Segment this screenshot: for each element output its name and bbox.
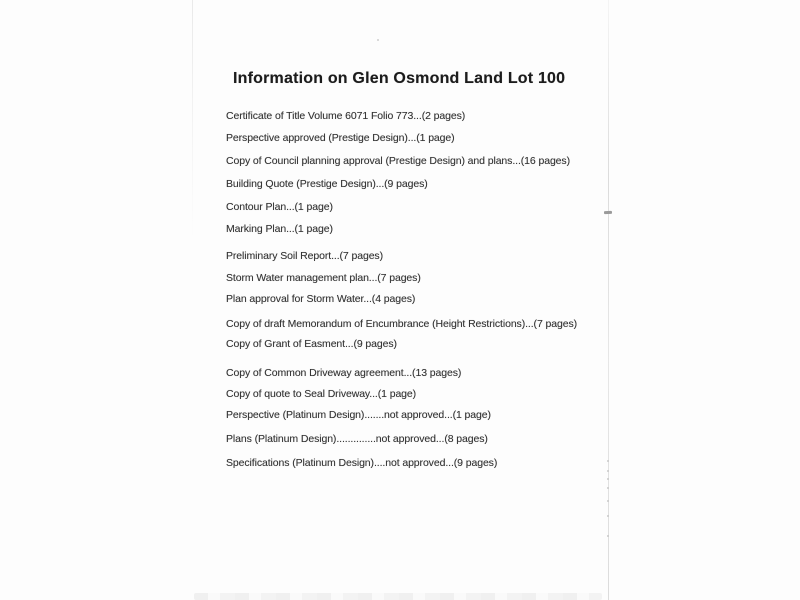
scan-edge-mark — [604, 211, 612, 214]
list-item: Perspective (Platinum Design).......not approved...(1 page) — [226, 409, 491, 421]
list-item: Preliminary Soil Report...(7 pages) — [226, 250, 383, 262]
scan-edge-dot — [607, 500, 609, 502]
list-item: Copy of Council planning approval (Prestige Design) and plans...(16 pages) — [226, 155, 570, 167]
list-item: Copy of Common Driveway agreement...(13 pages) — [226, 367, 462, 379]
list-item: Plan approval for Storm Water...(4 pages) — [226, 293, 416, 305]
list-item: Perspective approved (Prestige Design)...(1 page) — [226, 132, 455, 144]
scan-bottom-smudge — [194, 593, 602, 600]
list-item: Building Quote (Prestige Design)...(9 pages) — [226, 178, 428, 190]
scan-edge-dot — [607, 487, 609, 489]
page-right-edge-line — [608, 0, 609, 600]
list-item: Contour Plan...(1 page) — [226, 201, 333, 213]
list-item: Specifications (Platinum Design)....not approved...(9 pages) — [226, 457, 498, 469]
page-left-edge-line — [192, 0, 193, 240]
page-title: Information on Glen Osmond Land Lot 100 — [233, 70, 566, 87]
scan-speck — [377, 39, 379, 41]
list-item: Storm Water management plan...(7 pages) — [226, 272, 421, 284]
list-item: Plans (Platinum Design)..............not approved...(8 pages) — [226, 433, 488, 445]
list-item: Marking Plan...(1 page) — [226, 223, 333, 235]
scan-edge-dot — [607, 470, 609, 472]
scan-edge-dot — [607, 515, 609, 517]
list-item: Copy of draft Memorandum of Encumbrance (Height Restrictions)...(7 pages) — [226, 318, 578, 330]
scan-edge-dot — [607, 535, 609, 537]
list-item: Certificate of Title Volume 6071 Folio 773...(2 pages) — [226, 110, 466, 122]
scan-edge-dot — [607, 478, 609, 480]
list-item: Copy of Grant of Easment...(9 pages) — [226, 338, 397, 350]
scan-edge-dot — [607, 460, 609, 462]
list-item: Copy of quote to Seal Driveway...(1 page) — [226, 388, 417, 400]
